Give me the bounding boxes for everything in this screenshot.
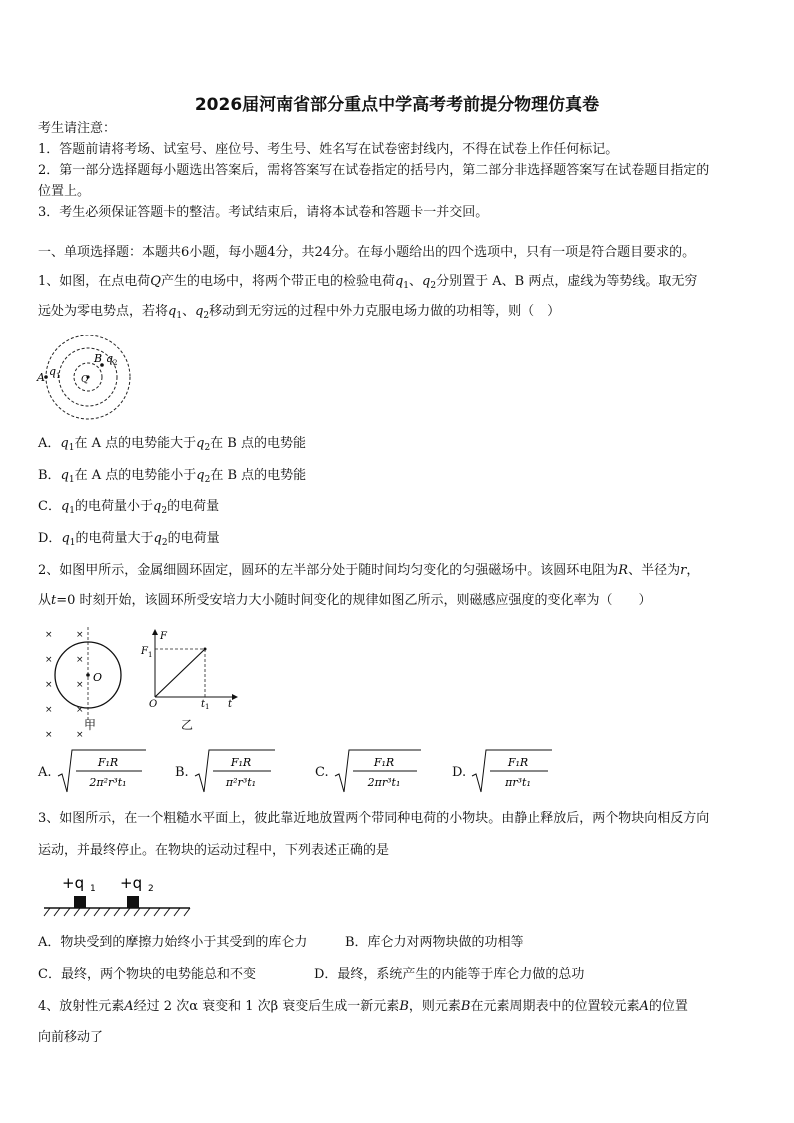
notice-item: 位置上。 bbox=[38, 184, 91, 199]
q1-option-d: D．$q_1$的电荷量大于$q_2$的电荷量 bbox=[38, 531, 220, 548]
field-cross: × bbox=[45, 630, 53, 640]
q4-stem-line2: 向前移动了 bbox=[38, 1030, 104, 1045]
charge-label-q2: +q bbox=[120, 874, 143, 892]
q2-force-time-graph bbox=[140, 627, 240, 709]
q3-option-d: D．最终，系统产生的内能等于库仑力做的总功 bbox=[314, 967, 585, 982]
svg-text:2πr³t₁: 2πr³t₁ bbox=[367, 776, 401, 789]
axis-label-t: t bbox=[228, 699, 233, 709]
charge-label-q1: +q bbox=[62, 874, 85, 892]
q2-stem-line2: 从t=0 时刻开始，该圆环所受安培力大小随时间变化的规律如图乙所示，则磁感应强度的变化率为（ ） bbox=[38, 593, 652, 608]
axis-label-F: F bbox=[160, 631, 167, 642]
svg-text:×: × bbox=[76, 630, 84, 640]
q4-stem-line1: 4、放射性元素A经过 2 次α 衰变和 1 次β 衰变后生成一新元素B，则元素B在元素周期表中的位置较元素A的位置 bbox=[38, 999, 688, 1014]
fig-label-O: O bbox=[93, 671, 103, 684]
axis-origin-O: O bbox=[149, 699, 158, 709]
exam-page: 2026届河南省部分重点中学高考考前提分物理仿真卷 考生请注意： 1．答题前请将考场、试室号、座位号、考生号、姓名写在试卷密封线内，不得在试卷上作任何标记。 2．第一部分选择题每小题选出答案后，需将答案写在试卷指定的括号内，第二部分非选择题答案写在试卷题目指定的 位置上。 3．考生必须保证答题卡的整洁。考试结束后，请将本试卷和答题卡一并交回。 一、单项选择题：本题共6小题，每小题4分，共24分。在每小题给出的四个选项中，只有一项是符合题目要求的。 1、如图，在点电荷Q产生的电场中，将两个带正电的检验电荷$q_1$、$q_2$分别置于 A、B 两点，虚线为等势线。取无穷 远处为零电势点，若将$q_1$、$q_2$移动到无穷远的过程中外力克服电场力做的功相等，则（ ） Q A q 1 B q 2 A．$q_1$在 A 点的电势能大于$q_2$在 B 点的电势能 B．$q_1$在 A 点的电势能小于$q_2$在 B 点的电势能 C．$q_1$的电荷量小于$q_2$的电荷量 D．$q_1$的电荷量大于$q_2$的电荷量 2、如图甲所示，金属细圆环固定，圆环的左半部分处于随时间均匀变化的匀强磁场中。该圆环电阻为R、半径为r， 从t=0 时刻开始，该圆环所受安培力大小随时间变化的规律如图乙所示，则磁感应强度的变化率为（ ） × × × × × × × × × × O 甲 F F 1 O t 1 t 乙 A. F₁R 2π²r³t₁ B. F₁R π²r³t₁ C. F₁R 2πr³t₁ D. F₁R πr³t₁ 3、如图所示，在一个粗糙水平面上，彼此靠近地放置两个带同种电荷的小物块。由静止释放后，两个物块向相反方向 运动，并最终停止。在物块的运动过程中，下列表述正确的是 +q 1 +q 2 A．物块受到的摩擦力始终小于其受到的库仑力 B．库仑力对两物块做的功相等 C．最终，两个物块的电势能总和不变 D．最终，系统产生的内能等于库仑力做的总功 4、放射性元素A经过 2 次α 衰变和 1 次β 衰变后生成一新元素B，则元素B在元素周期表中的位置较元素A的位置 向前移动了 bbox=[0, 0, 794, 1123]
q1-stem-line2: 远处为零电势点，若将$q_1$、$q_2$移动到无穷远的过程中外力克服电场力做的功相等，则（ ） bbox=[38, 304, 561, 321]
svg-text:×: × bbox=[45, 680, 53, 690]
q3-stem-line1: 3、如图所示，在一个粗糙水平面上，彼此靠近地放置两个带同种电荷的小物块。由静止释放后，两个物块向相反方向 bbox=[38, 811, 710, 826]
svg-text:F₁R: F₁R bbox=[507, 756, 529, 769]
svg-text:F₁R: F₁R bbox=[230, 756, 252, 769]
svg-text:1: 1 bbox=[90, 884, 96, 894]
q3-blocks-figure bbox=[40, 870, 196, 922]
notice-item: 1．答题前请将考场、试室号、座位号、考生号、姓名写在试卷密封线内，不得在试卷上作任何标记。 bbox=[38, 142, 619, 157]
svg-text:1: 1 bbox=[56, 372, 61, 380]
fig-label-q1: q bbox=[49, 365, 57, 378]
q1-option-c: C．$q_1$的电荷量小于$q_2$的电荷量 bbox=[38, 499, 220, 516]
q1-stem-line1: 1、如图，在点电荷Q产生的电场中，将两个带正电的检验电荷$q_1$、$q_2$分别置于 A、B 两点，虚线为等势线。取无穷 bbox=[38, 274, 698, 291]
fig-label-q2: q bbox=[106, 352, 114, 365]
q3-option-a: A．物块受到的摩擦力始终小于其受到的库仑力 bbox=[38, 935, 308, 950]
svg-text:1: 1 bbox=[148, 651, 153, 659]
svg-text:2: 2 bbox=[148, 884, 154, 894]
page-title: 2026届河南省部分重点中学高考考前提分物理仿真卷 bbox=[194, 95, 600, 115]
section-heading: 一、单项选择题：本题共6小题，每小题4分，共24分。在每小题给出的四个选项中，只有一项是符合题目要求的。 bbox=[38, 245, 696, 260]
q1-equipotential-figure bbox=[36, 335, 136, 421]
notice-item: 3．考生必须保证答题卡的整洁。考试结束后，请将本试卷和答题卡一并交回。 bbox=[38, 205, 489, 220]
q3-option-c: C．最终，两个物块的电势能总和不变 bbox=[38, 967, 256, 982]
svg-text:×: × bbox=[45, 730, 53, 737]
notice-item: 2．第一部分选择题每小题选出答案后，需将答案写在试卷指定的括号内，第二部分非选择题答案写在试卷题目指定的 bbox=[38, 163, 710, 178]
svg-text:×: × bbox=[76, 705, 84, 715]
svg-text:F₁R: F₁R bbox=[373, 756, 395, 769]
svg-text:×: × bbox=[45, 655, 53, 665]
svg-text:F₁R: F₁R bbox=[97, 756, 119, 769]
svg-text:π²r³t₁: π²r³t₁ bbox=[225, 776, 257, 789]
svg-text:2π²r³t₁: 2π²r³t₁ bbox=[89, 776, 127, 789]
svg-text:×: × bbox=[76, 730, 84, 737]
fig-label-B: B bbox=[94, 352, 103, 365]
svg-text:πr³t₁: πr³t₁ bbox=[505, 776, 531, 789]
q3-option-b: B．库仑力对两物块做的功相等 bbox=[345, 935, 524, 950]
svg-text:2: 2 bbox=[113, 359, 118, 367]
q1-option-b: B．$q_1$在 A 点的电势能小于$q_2$在 B 点的电势能 bbox=[38, 468, 307, 485]
axis-tick-F1: F bbox=[141, 646, 148, 657]
fig-caption-jia: 甲 bbox=[84, 718, 97, 732]
fig-label-Q: Q bbox=[81, 375, 89, 385]
svg-text:×: × bbox=[76, 680, 84, 690]
q1-option-a: A．$q_1$在 A 点的电势能大于$q_2$在 B 点的电势能 bbox=[38, 436, 306, 453]
fig-label-A: A bbox=[37, 371, 45, 384]
svg-text:×: × bbox=[76, 655, 84, 665]
axis-tick-t1: t bbox=[201, 699, 206, 709]
q2-stem-line1: 2、如图甲所示，金属细圆环固定，圆环的左半部分处于随时间均匀变化的匀强磁场中。该圆环电阻为R、半径为r， bbox=[38, 563, 700, 578]
svg-text:×: × bbox=[45, 705, 53, 715]
fig-caption-yi: 乙 bbox=[181, 718, 194, 732]
notice-heading: 考生请注意： bbox=[38, 121, 117, 136]
svg-text:1: 1 bbox=[205, 703, 210, 709]
q3-stem-line2: 运动，并最终停止。在物块的运动过程中，下列表述正确的是 bbox=[38, 843, 390, 858]
